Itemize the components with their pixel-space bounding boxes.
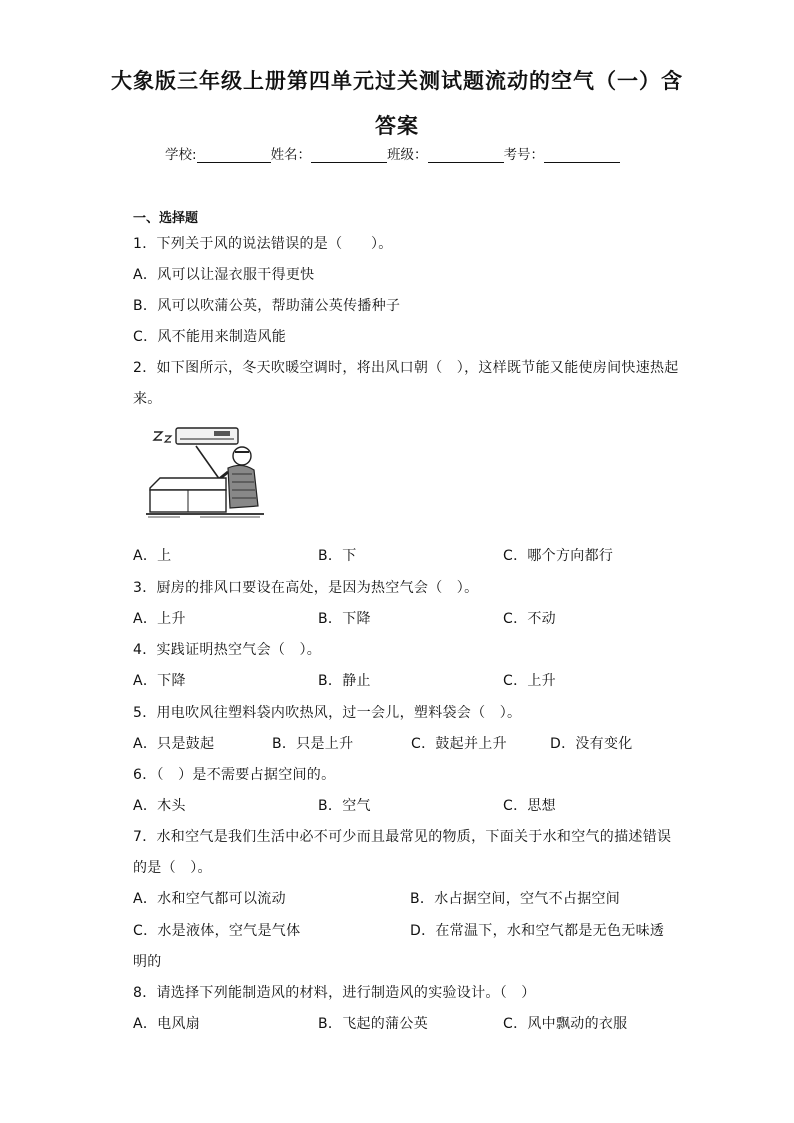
name-label: 姓名： xyxy=(270,147,312,163)
question-1-option-c: C．风不能用来制造风能 xyxy=(133,329,287,345)
question-1-stem: 1．下列关于风的说法错误的是（ ）。 xyxy=(133,236,393,252)
exam-number-blank xyxy=(544,148,620,163)
question-7-option-c: C．水是液体，空气是气体 xyxy=(133,923,301,939)
question-4-stem: 4．实践证明热空气会（ ）。 xyxy=(133,642,322,658)
question-3-option-c: C．不动 xyxy=(503,611,556,627)
question-5-option-a: A．只是鼓起 xyxy=(133,736,215,752)
question-6-option-a: A．木头 xyxy=(133,798,186,814)
page-title-line-1: 大象版三年级上册第四单元过关测试题流动的空气（一）含 xyxy=(111,69,683,93)
question-3-option-b: B．下降 xyxy=(318,611,371,627)
question-6-option-b: B．空气 xyxy=(318,798,371,814)
question-7-stem-line-1: 7．水和空气是我们生活中必不可少而且最常见的物质，下面关于水和空气的描述错误 xyxy=(133,829,672,845)
question-2-option-a: A．上 xyxy=(133,548,172,564)
question-4-option-a: A．下降 xyxy=(133,673,186,689)
school-blank xyxy=(197,148,271,163)
class-label: 班级： xyxy=(387,147,428,163)
question-3-stem: 3．厨房的排风口要设在高处，是因为热空气会（ ）。 xyxy=(133,580,479,596)
question-5-option-c: C．鼓起并上升 xyxy=(411,736,507,752)
question-7-option-d: D．在常温下，水和空气都是无色无味透 xyxy=(410,923,665,939)
question-6-option-c: C．思想 xyxy=(503,798,556,814)
question-8-option-a: A．电风扇 xyxy=(133,1016,201,1032)
question-5-option-b: B．只是上升 xyxy=(272,736,354,752)
question-5-stem: 5．用电吹风往塑料袋内吹热风，过一会儿，塑料袋会（ ）。 xyxy=(133,705,522,721)
question-2-stem-line-1: 2．如下图所示，冬天吹暖空调时，将出风口朝（ ），这样既节能又能使房间快速热起 xyxy=(133,360,679,376)
school-label: 学校: xyxy=(165,147,197,163)
question-2-stem-line-2: 来。 xyxy=(133,391,162,407)
question-7-option-d-continuation: 明的 xyxy=(133,954,162,970)
question-3-option-a: A．上升 xyxy=(133,611,186,627)
question-2-option-c: C．哪个方向都行 xyxy=(503,548,614,564)
exam-number-label: 考号： xyxy=(503,147,545,163)
name-blank xyxy=(311,148,387,163)
question-8-option-c: C．风中飘动的衣服 xyxy=(503,1016,628,1032)
question-8-option-b: B．飞起的蒲公英 xyxy=(318,1016,429,1032)
student-info-row xyxy=(165,143,620,163)
question-4-option-c: C．上升 xyxy=(503,673,556,689)
page-title-line-2: 答案 xyxy=(375,114,419,138)
question-8-stem: 8．请选择下列能制造风的材料，进行制造风的实验设计。（ ） xyxy=(133,985,536,1001)
question-7-option-a: A．水和空气都可以流动 xyxy=(133,891,286,907)
question-1-option-a: A．风可以让湿衣服干得更快 xyxy=(133,267,315,283)
question-2-option-b: B．下 xyxy=(318,548,357,564)
question-7-stem-line-2: 的是（ ）。 xyxy=(133,860,212,876)
question-4-option-b: B．静止 xyxy=(318,673,371,689)
question-6-stem: 6．（ ）是不需要占据空间的。 xyxy=(133,767,336,783)
section-title: 一、选择题 xyxy=(133,211,199,226)
air-conditioner-illustration xyxy=(140,420,270,520)
class-blank xyxy=(428,148,504,163)
question-5-option-d: D．没有变化 xyxy=(550,736,633,752)
question-1-option-b: B．风可以吹蒲公英，帮助蒲公英传播种子 xyxy=(133,298,401,314)
question-7-option-b: B．水占据空间，空气不占据空间 xyxy=(410,891,621,907)
